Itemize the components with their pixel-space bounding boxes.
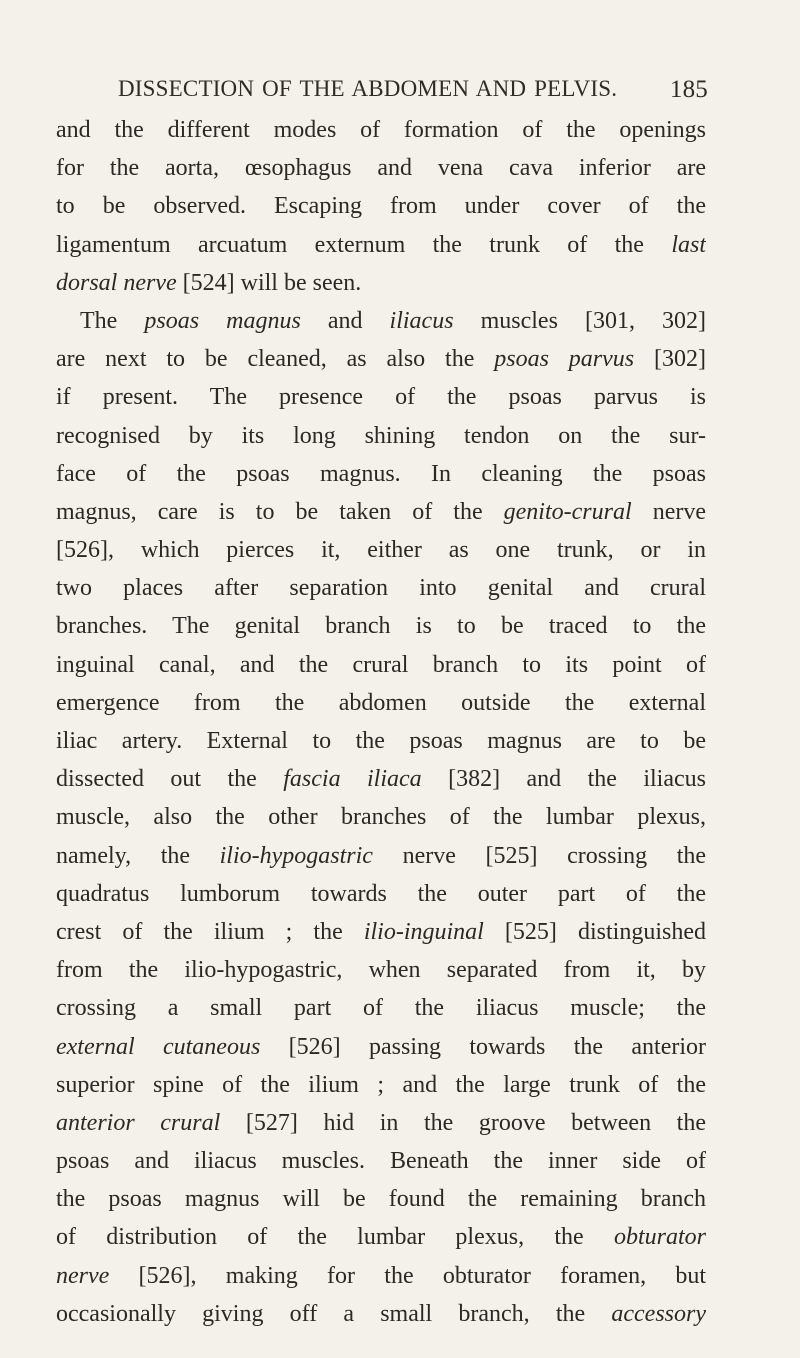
italic-term: psoas parvus [494,346,635,373]
italic-term: external cutaneous [56,1033,261,1060]
italic-term: accessory [611,1300,706,1327]
text-line: psoas and iliacus muscles. Beneath the inner side of [56,1148,706,1175]
italic-term: ilio-inguinal [363,918,484,945]
text-line: from the ilio-hypogastric, when separated from it, by [56,957,706,984]
text-line: dorsal nerve [524] will be seen. [56,269,362,296]
italic-term: anterior crural [56,1109,221,1136]
text-line: face of the psoas magnus. In cleaning the psoas [56,460,706,487]
italic-term: fascia iliaca [283,766,422,793]
text-line: nerve [526], making for the obturator foramen, but [56,1262,706,1289]
text-line: anterior crural [527] hid in the groove between the [56,1109,706,1136]
italic-term: ilio-hypogastric [219,842,373,869]
page-header [118,76,708,110]
text-line: for the aorta, œsophagus and vena cava inferior are [56,155,706,182]
text-line: emergence from the abdomen outside the external [56,689,706,716]
text-line: The psoas magnus and iliacus muscles [301, 302] [80,307,706,334]
text-line: [526], which pierces it, either as one trunk, or in [56,537,706,564]
italic-term: dorsal nerve [56,269,177,296]
text-line: dissected out the fascia iliaca [382] and the iliacus [56,766,706,793]
text-line: inguinal canal, and the crural branch to its point of [56,651,706,678]
text-line: crossing a small part of the iliacus muscle; the [56,995,706,1022]
text-line: crest of the ilium ; the ilio-inguinal [525] distinguished [56,918,706,945]
text-line: and the different modes of formation of the openings [56,117,706,143]
text-line: superior spine of the ilium ; and the large trunk of the [56,1071,706,1098]
text-line: branches. The genital branch is to be traced to the [56,613,706,640]
text-line: if present. The presence of the psoas parvus is [56,384,706,411]
page-number: 185 [669,76,708,103]
italic-term: psoas magnus [144,307,301,334]
text-line: to be observed. Escaping from under cover of the [56,193,706,220]
italic-term: last [671,231,706,258]
italic-term: nerve [56,1262,110,1289]
body-text [56,111,706,1333]
text-line: namely, the ilio-hypogastric nerve [525] crossing the [56,842,706,869]
running-title: DISSECTION OF THE ABDOMEN AND PELVIS. [118,76,618,101]
text-line: are next to be cleaned, as also the psoas parvus [302] [56,346,706,373]
text-line: of distribution of the lumbar plexus, the obturator [56,1224,706,1251]
text-line: ligamentum arcuatum externum the trunk of the last [56,231,706,258]
text-line: two places after separation into genital and crural [56,575,706,602]
text-line: iliac artery. External to the psoas magnus are to be [56,728,706,754]
italic-term: genito-crural [503,498,632,525]
italic-term: obturator [613,1224,706,1251]
text-line: occasionally giving off a small branch, the accessory [56,1300,706,1327]
italic-term: iliacus [389,307,454,334]
text-line: muscle, also the other branches of the lumbar plexus, [56,804,706,831]
text-line: external cutaneous [526] passing towards the anterior [56,1033,706,1060]
text-line: quadratus lumborum towards the outer part of the [56,880,706,907]
text-line: recognised by its long shining tendon on the sur- [56,422,706,449]
text-line: magnus, care is to be taken of the genito-crural nerve [56,498,706,525]
text-line: the psoas magnus will be found the remaining branch [56,1186,706,1213]
